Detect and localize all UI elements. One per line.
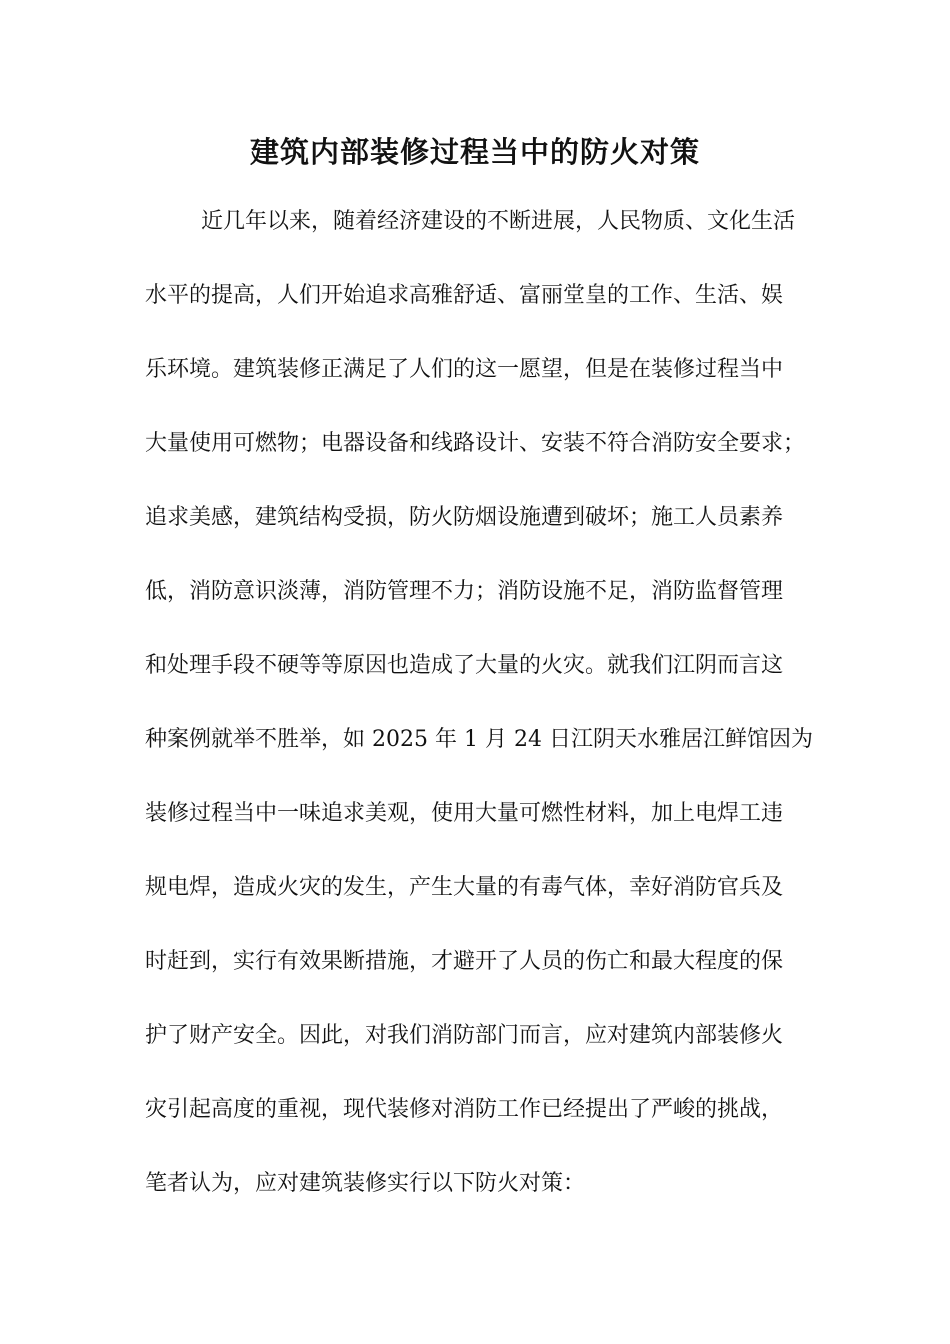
paragraph-line: 乐环境。建筑装修正满足了人们的这一愿望，但是在装修过程当中: [145, 357, 784, 382]
paragraph-line: 规电焊，造成火灾的发生，产生大量的有毒气体，幸好消防官兵及: [145, 875, 784, 900]
paragraph-line: 笔者认为，应对建筑装修实行以下防火对策：: [145, 1171, 586, 1196]
paragraph-line: 装修过程当中一味追求美观，使用大量可燃性材料，加上电焊工违: [145, 801, 784, 826]
paragraph-line: 护了财产安全。因此，对我们消防部门而言，应对建筑内部装修火: [145, 1023, 784, 1048]
paragraph-line: 大量使用可燃物；电器设备和线路设计、安装不符合消防安全要求；: [145, 431, 806, 456]
paragraph-line: 和处理手段不硬等等原因也造成了大量的火灾。就我们江阴而言这: [145, 653, 784, 678]
paragraph-line: 灾引起高度的重视，现代装修对消防工作已经提出了严峻的挑战，: [145, 1097, 784, 1122]
document-title: 建筑内部装修过程当中的防火对策: [249, 135, 700, 169]
paragraph-line: 近几年以来，随着经济建设的不断进展，人民物质、文化生活: [201, 209, 796, 234]
paragraph-line: 种案例就举不胜举，如 2025 年 1 月 24 日江阴天水雅居江鲜馆因为: [145, 727, 813, 752]
paragraph-line: 低，消防意识淡薄，消防管理不力；消防设施不足，消防监督管理: [145, 579, 784, 604]
paragraph-line: 水平的提高，人们开始追求高雅舒适、富丽堂皇的工作、生活、娱: [145, 283, 784, 308]
paragraph-line: 追求美感，建筑结构受损，防火防烟设施遭到破坏；施工人员素养: [145, 505, 784, 530]
paragraph-line: 时赶到，实行有效果断措施，才避开了人员的伤亡和最大程度的保: [145, 949, 784, 974]
